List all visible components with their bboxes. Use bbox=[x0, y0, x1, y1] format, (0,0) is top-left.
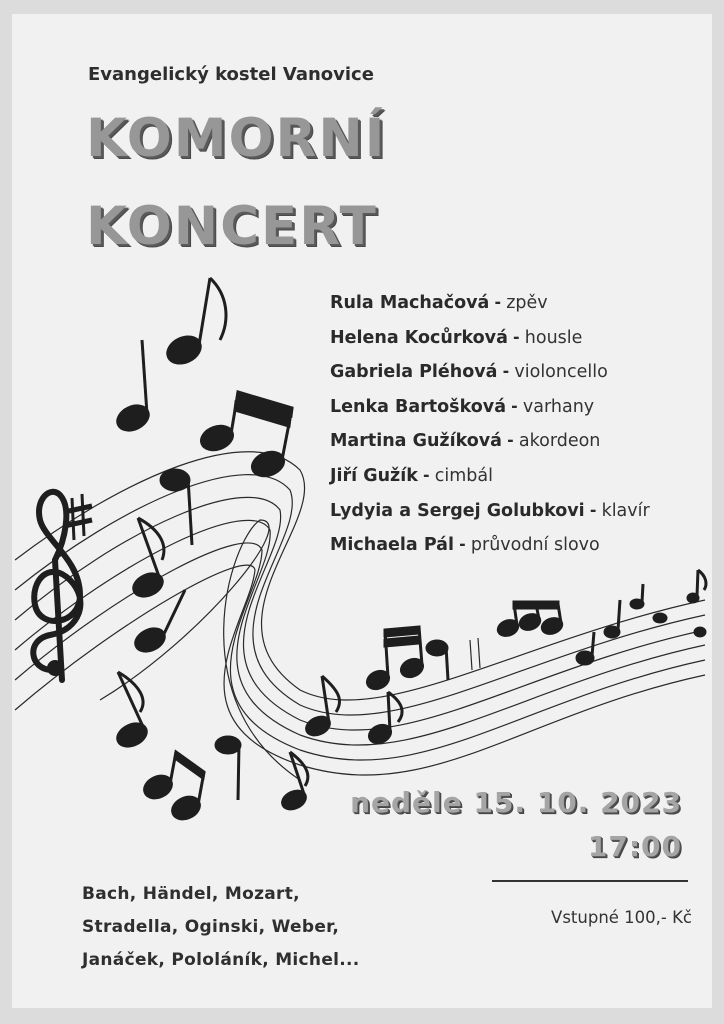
performer-instrument: akordeon bbox=[518, 431, 601, 452]
performer-instrument: violoncello bbox=[514, 362, 608, 383]
performer-name: Michaela Pál bbox=[330, 535, 454, 556]
composer-line: Bach, Händel, Mozart, bbox=[82, 884, 300, 904]
performer-name: Gabriela Pléhová bbox=[330, 362, 498, 383]
composer-list bbox=[82, 878, 360, 977]
performer-instrument: cimbál bbox=[434, 465, 494, 486]
performer-name: Rula Machačová bbox=[330, 293, 490, 313]
title-line-2: KONCERT bbox=[86, 196, 378, 257]
performer-item: Jiří Gužík - cimbál bbox=[330, 464, 494, 486]
performer-item: Helena Kocůrková - housle bbox=[330, 326, 583, 348]
performer-item: Lydyia a Sergej Golubkovi - klavír bbox=[330, 499, 650, 521]
concert-date: neděle 15. 10. 2023 bbox=[350, 786, 682, 819]
performer-instrument: varhany bbox=[522, 396, 595, 417]
performer-item: Gabriela Pléhová - violoncello bbox=[330, 361, 608, 383]
divider bbox=[492, 880, 688, 882]
performer-item: Rula Machačová - zpěv bbox=[330, 292, 548, 313]
performer-item: Michaela Pál - průvodní slovo bbox=[330, 534, 600, 556]
admission-fee: Vstupné 100,- Kč bbox=[551, 908, 692, 927]
performer-item: Lenka Bartošková - varhany bbox=[330, 395, 595, 417]
venue-name: Evangelický kostel Vanovice bbox=[88, 64, 374, 85]
performer-instrument: zpěv bbox=[506, 293, 548, 313]
performer-list bbox=[330, 286, 700, 563]
title-line-1: KOMORNÍ bbox=[86, 108, 387, 169]
performer-name: Lenka Bartošková bbox=[330, 396, 507, 417]
performer-name: Helena Kocůrková bbox=[330, 327, 508, 348]
concert-time: 17:00 bbox=[587, 830, 682, 863]
composer-line: Janáček, Pololáník, Michel... bbox=[82, 950, 360, 970]
composer-line: Stradella, Oginski, Weber, bbox=[82, 917, 340, 937]
performer-name: Lydyia a Sergej Golubkovi bbox=[330, 500, 585, 521]
performer-name: Martina Gužíková bbox=[330, 431, 502, 452]
performer-instrument: klavír bbox=[601, 500, 650, 521]
performer-name: Jiří Gužík bbox=[330, 465, 418, 486]
performer-instrument: housle bbox=[524, 327, 583, 348]
performer-instrument: průvodní slovo bbox=[470, 535, 600, 556]
performer-item: Martina Gužíková - akordeon bbox=[330, 430, 601, 452]
